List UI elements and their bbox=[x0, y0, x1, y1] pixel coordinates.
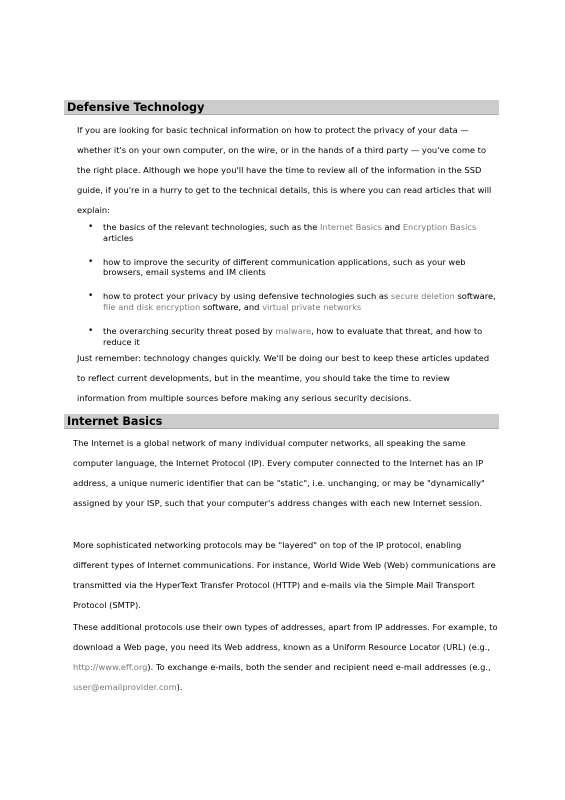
list-item-text: the overarching security threat posed by bbox=[103, 326, 276, 337]
addresses-paragraph bbox=[73, 617, 498, 697]
list-item bbox=[84, 291, 496, 312]
vpn-link[interactable]: virtual private networks bbox=[262, 301, 362, 312]
list-item-text: the basics of the relevant technologies, such as the bbox=[103, 222, 321, 232]
section-heading-defensive-technology: Defensive Technology bbox=[64, 100, 499, 115]
eff-url-link[interactable]: http://www.eff.org bbox=[73, 662, 148, 672]
list-item-text: software, and bbox=[200, 301, 263, 312]
list-item-text: articles bbox=[103, 232, 134, 243]
email-example-link[interactable]: user@emailprovider.com bbox=[73, 682, 177, 692]
paragraph-text: ). bbox=[176, 682, 183, 692]
list-item bbox=[84, 257, 496, 278]
list-item-text: software, bbox=[454, 291, 496, 302]
protocols-paragraph: More sophisticated networking protocols may be "layered" on top of the IP protocol, enabling different types of Internet communications. For instance, World Wide Web (Web) communications are transmitted via the HyperText Transfer Protocol (HTTP) and e-mails via the Simple Mail Transport Protocol (SMTP). bbox=[73, 540, 496, 610]
internet-definition-paragraph: The Internet is a global network of many individual computer networks, all speaking the same computer language, the Internet Protocol (IP). Every computer connected to the Internet has an IP address, a unique numeric identifier that can be "static", i.e. unchanging, or may be "dynamically" assigned by your ISP, such that your computer's address changes with each new Internet session. bbox=[73, 438, 485, 508]
malware-link[interactable]: malware bbox=[275, 326, 312, 337]
list-item-text: and bbox=[381, 222, 403, 232]
file-disk-encryption-link[interactable]: file and disk encryption bbox=[103, 301, 201, 312]
topics-list bbox=[84, 222, 496, 361]
list-item bbox=[84, 222, 496, 243]
secure-deletion-link[interactable]: secure deletion bbox=[390, 291, 455, 302]
list-item-text: , how to evaluate that threat, and how to reduce it bbox=[103, 326, 483, 347]
intro-paragraph: If you are looking for basic technical information on how to protect the privacy of your data — whether it's on your own computer, on the wire, or in the hands of a third party — you've come to the right place. Although we hope you'll have the time to review all of the information in the SSD guide, if you're in a hurry to get to the technical details, this is where you can read articles that will explain: bbox=[77, 125, 492, 215]
internet-basics-link[interactable]: Internet Basics bbox=[320, 222, 382, 232]
closing-paragraph: Just remember: technology changes quickly. We'll be doing our best to keep these articles updated to reflect current developments, but in the meantime, you should take the time to review information from multiple sources before making any serious security decisions. bbox=[77, 353, 490, 403]
paragraph-text: These additional protocols use their own types of addresses, apart from IP addresses. For example, to download a Web page, you need its Web address, known as a Uniform Resource Locator (URL) (e.g., bbox=[73, 622, 498, 652]
encryption-basics-link[interactable]: Encryption Basics bbox=[402, 222, 477, 232]
section-heading-internet-basics: Internet Basics bbox=[64, 414, 499, 429]
list-item bbox=[84, 326, 496, 347]
list-item-text: how to protect your privacy by using defensive technologies such as bbox=[103, 291, 391, 302]
list-item-text: how to improve the security of different communication applications, such as your web browsers, email systems and IM clients bbox=[103, 256, 466, 278]
paragraph-text: ). To exchange e-mails, both the sender and recipient need e-mail addresses (e.g., bbox=[147, 662, 491, 672]
